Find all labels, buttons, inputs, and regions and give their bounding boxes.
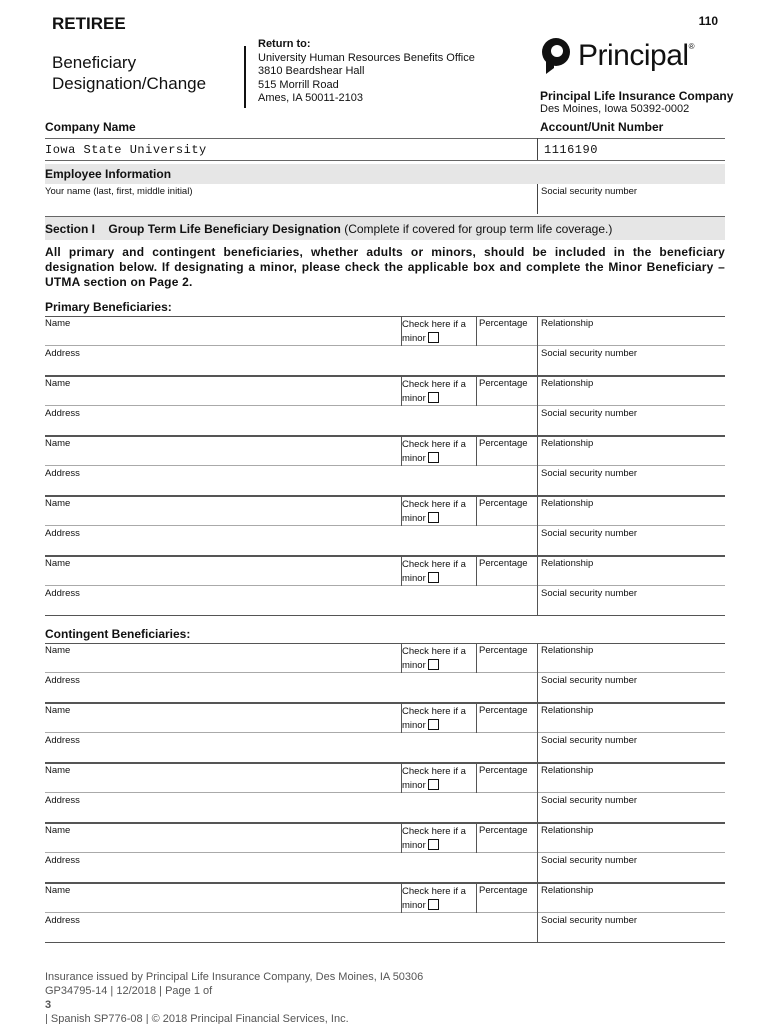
employee-divider bbox=[537, 184, 538, 214]
minor-check bbox=[402, 498, 474, 526]
block-mid-rule bbox=[45, 912, 725, 913]
name-label: Name bbox=[45, 645, 71, 656]
minor-label-2: minor bbox=[402, 333, 426, 344]
employee-name-field[interactable] bbox=[45, 196, 535, 214]
block-top-rule bbox=[45, 883, 725, 884]
company-name-label: Company Name bbox=[45, 120, 136, 134]
block-divider bbox=[537, 763, 538, 823]
percentage-label: Percentage bbox=[479, 438, 528, 449]
section1-top-rule bbox=[45, 216, 725, 217]
block-divider bbox=[537, 643, 538, 703]
principal-logo bbox=[538, 36, 694, 76]
ssn-label: Social security number bbox=[541, 528, 638, 539]
return-to-line2: 3810 Beardshear Hall bbox=[258, 65, 365, 77]
block-divider bbox=[537, 376, 538, 436]
employee-name-label: Your name (last, first, middle initial) bbox=[45, 186, 193, 197]
minor-check bbox=[402, 885, 474, 913]
ssn-label: Social security number bbox=[541, 468, 638, 479]
primary-beneficiary-3 bbox=[45, 436, 725, 496]
block-top-rule bbox=[45, 763, 725, 764]
relationship-label: Relationship bbox=[541, 765, 594, 776]
percentage-label: Percentage bbox=[479, 885, 528, 896]
footer-line1: Insurance issued by Principal Life Insurance Company, Des Moines, IA 50306 bbox=[45, 971, 424, 983]
minor-label-2: minor bbox=[402, 453, 426, 464]
minor-check bbox=[402, 378, 474, 406]
employee-ssn-field[interactable] bbox=[541, 196, 725, 214]
form-number: 110 bbox=[698, 14, 718, 28]
ssn-label: Social security number bbox=[541, 408, 638, 419]
block-mid-rule bbox=[45, 345, 725, 346]
ssn-label: Social security number bbox=[541, 588, 638, 599]
minor-check bbox=[402, 558, 474, 586]
minor-label-1: Check here if a bbox=[402, 706, 466, 717]
name-label: Name bbox=[45, 498, 71, 509]
block-divider bbox=[476, 703, 477, 733]
company-bottom-rule bbox=[45, 160, 725, 161]
percentage-label: Percentage bbox=[479, 825, 528, 836]
minor-checkbox[interactable] bbox=[428, 512, 439, 523]
address-label: Address bbox=[45, 408, 80, 419]
form-type-label: RETIREE bbox=[52, 14, 126, 33]
name-label: Name bbox=[45, 765, 71, 776]
minor-checkbox[interactable] bbox=[428, 572, 439, 583]
minor-label-2: minor bbox=[402, 393, 426, 404]
form-title-line2: Designation/Change bbox=[52, 74, 207, 93]
name-label: Name bbox=[45, 885, 71, 896]
block-bottom-rule bbox=[45, 942, 725, 943]
primary-beneficiary-2 bbox=[45, 376, 725, 436]
relationship-label: Relationship bbox=[541, 318, 594, 329]
minor-label-1: Check here if a bbox=[402, 646, 466, 657]
address-label: Address bbox=[45, 795, 80, 806]
block-divider bbox=[537, 556, 538, 616]
block-divider bbox=[537, 316, 538, 376]
block-divider bbox=[476, 376, 477, 406]
section1-heading bbox=[45, 222, 612, 236]
principal-logo-text: Principal® bbox=[578, 39, 694, 72]
page-footer bbox=[45, 970, 423, 1024]
address-label: Address bbox=[45, 855, 80, 866]
ssn-label: Social security number bbox=[541, 675, 638, 686]
primary-beneficiary-1 bbox=[45, 316, 725, 376]
minor-checkbox[interactable] bbox=[428, 332, 439, 343]
principal-logo-icon bbox=[538, 36, 574, 76]
block-divider bbox=[476, 643, 477, 673]
return-to-line3: 515 Morrill Road bbox=[258, 78, 339, 91]
block-top-rule bbox=[45, 316, 725, 317]
block-mid-rule bbox=[45, 672, 725, 673]
contingent-beneficiaries-heading: Contingent Beneficiaries: bbox=[45, 627, 191, 641]
employee-info-heading: Employee Information bbox=[45, 167, 172, 181]
relationship-label: Relationship bbox=[541, 438, 594, 449]
block-mid-rule bbox=[45, 525, 725, 526]
minor-check bbox=[402, 318, 474, 346]
block-mid-rule bbox=[45, 405, 725, 406]
block-divider bbox=[476, 556, 477, 586]
block-mid-rule bbox=[45, 465, 725, 466]
footer-line2: GP34795-14 | 12/2018 | Page 1 of 3 | Spanish SP776-08 | © 2018 Principal Financial Services, Inc. bbox=[45, 985, 349, 1024]
contingent-beneficiary-3 bbox=[45, 763, 725, 823]
minor-label-2: minor bbox=[402, 900, 426, 911]
block-mid-rule bbox=[45, 852, 725, 853]
minor-label-1: Check here if a bbox=[402, 439, 466, 450]
percentage-label: Percentage bbox=[479, 705, 528, 716]
block-top-rule bbox=[45, 556, 725, 557]
percentage-label: Percentage bbox=[479, 318, 528, 329]
block-divider bbox=[537, 703, 538, 763]
minor-check bbox=[402, 705, 474, 733]
relationship-label: Relationship bbox=[541, 378, 594, 389]
percentage-label: Percentage bbox=[479, 378, 528, 389]
block-top-rule bbox=[45, 376, 725, 377]
name-label: Name bbox=[45, 318, 71, 329]
primary-beneficiary-5 bbox=[45, 556, 725, 616]
block-mid-rule bbox=[45, 792, 725, 793]
block-divider bbox=[476, 436, 477, 466]
percentage-label: Percentage bbox=[479, 645, 528, 656]
minor-label-2: minor bbox=[402, 573, 426, 584]
minor-checkbox[interactable] bbox=[428, 452, 439, 463]
title-divider bbox=[244, 46, 246, 108]
ssn-label: Social security number bbox=[541, 735, 638, 746]
block-divider bbox=[537, 436, 538, 496]
minor-checkbox[interactable] bbox=[428, 839, 439, 850]
return-to-line1: University Human Resources Benefits Office bbox=[258, 51, 475, 64]
minor-check bbox=[402, 825, 474, 853]
company-name-field[interactable]: Iowa State University bbox=[45, 143, 207, 157]
minor-check bbox=[402, 438, 474, 466]
percentage-label: Percentage bbox=[479, 498, 528, 509]
relationship-label: Relationship bbox=[541, 705, 594, 716]
block-divider bbox=[476, 316, 477, 346]
relationship-label: Relationship bbox=[541, 825, 594, 836]
relationship-label: Relationship bbox=[541, 645, 594, 656]
block-top-rule bbox=[45, 436, 725, 437]
minor-checkbox[interactable] bbox=[428, 659, 439, 670]
relationship-label: Relationship bbox=[541, 498, 594, 509]
address-label: Address bbox=[45, 468, 80, 479]
contingent-beneficiary-5 bbox=[45, 883, 725, 943]
minor-label-1: Check here if a bbox=[402, 559, 466, 570]
block-divider bbox=[476, 496, 477, 526]
section1-note: (Complete if covered for group term life coverage.) bbox=[344, 222, 613, 236]
company-divider bbox=[537, 138, 538, 160]
block-mid-rule bbox=[45, 732, 725, 733]
address-label: Address bbox=[45, 348, 80, 359]
block-divider bbox=[537, 883, 538, 943]
section1-title: Group Term Life Beneficiary Designation bbox=[108, 222, 341, 236]
block-divider bbox=[537, 496, 538, 556]
block-divider bbox=[476, 763, 477, 793]
section1-instructions: All primary and contingent beneficiaries, whether adults or minors, should be included in the beneficiary designation below. If designating a minor, please check the applicable box and complete the Minor Beneficiary –UTMA section on Page 2. bbox=[45, 245, 725, 289]
minor-label-2: minor bbox=[402, 660, 426, 671]
block-divider bbox=[537, 823, 538, 883]
return-to-label: Return to: bbox=[258, 38, 311, 50]
minor-check bbox=[402, 765, 474, 793]
percentage-label: Percentage bbox=[479, 765, 528, 776]
block-top-rule bbox=[45, 496, 725, 497]
minor-checkbox[interactable] bbox=[428, 719, 439, 730]
ssn-label: Social security number bbox=[541, 795, 638, 806]
minor-label-1: Check here if a bbox=[402, 319, 466, 330]
form-title bbox=[52, 52, 232, 94]
minor-label-1: Check here if a bbox=[402, 379, 466, 390]
ssn-label: Social security number bbox=[541, 855, 638, 866]
minor-label-2: minor bbox=[402, 840, 426, 851]
company-top-rule bbox=[45, 138, 725, 139]
minor-checkbox[interactable] bbox=[428, 779, 439, 790]
name-label: Name bbox=[45, 558, 71, 569]
minor-label-2: minor bbox=[402, 720, 426, 731]
ssn-label: Social security number bbox=[541, 915, 638, 926]
ssn-label: Social security number bbox=[541, 348, 638, 359]
contingent-beneficiary-2 bbox=[45, 703, 725, 763]
relationship-label: Relationship bbox=[541, 558, 594, 569]
block-top-rule bbox=[45, 823, 725, 824]
block-divider bbox=[476, 883, 477, 913]
minor-label-1: Check here if a bbox=[402, 766, 466, 777]
form-title-line1: Beneficiary bbox=[52, 53, 137, 72]
account-number-label: Account/Unit Number bbox=[540, 120, 664, 134]
account-number-field[interactable]: 1116190 bbox=[544, 143, 598, 157]
minor-label-1: Check here if a bbox=[402, 499, 466, 510]
minor-checkbox[interactable] bbox=[428, 392, 439, 403]
block-mid-rule bbox=[45, 585, 725, 586]
minor-label-1: Check here if a bbox=[402, 886, 466, 897]
address-label: Address bbox=[45, 528, 80, 539]
primary-beneficiaries-heading: Primary Beneficiaries: bbox=[45, 300, 172, 314]
address-label: Address bbox=[45, 588, 80, 599]
percentage-label: Percentage bbox=[479, 558, 528, 569]
relationship-label: Relationship bbox=[541, 885, 594, 896]
insurer-city: Des Moines, Iowa 50392-0002 bbox=[540, 103, 690, 115]
name-label: Name bbox=[45, 705, 71, 716]
minor-label-2: minor bbox=[402, 780, 426, 791]
name-label: Name bbox=[45, 438, 71, 449]
block-top-rule bbox=[45, 643, 725, 644]
minor-check bbox=[402, 645, 474, 673]
block-bottom-rule bbox=[45, 615, 725, 616]
footer-total-pages: 3 bbox=[45, 999, 52, 1011]
return-address bbox=[258, 38, 475, 106]
section1-number: Section I bbox=[45, 222, 96, 236]
minor-label-2: minor bbox=[402, 513, 426, 524]
return-to-line4: Ames, IA 50011-2103 bbox=[258, 92, 363, 104]
minor-label-1: Check here if a bbox=[402, 826, 466, 837]
insurer-name: Principal Life Insurance Company bbox=[540, 89, 734, 103]
block-divider bbox=[476, 823, 477, 853]
contingent-beneficiary-4 bbox=[45, 823, 725, 883]
block-top-rule bbox=[45, 703, 725, 704]
address-label: Address bbox=[45, 675, 80, 686]
contingent-beneficiary-1 bbox=[45, 643, 725, 703]
address-label: Address bbox=[45, 915, 80, 926]
employee-ssn-label: Social security number bbox=[541, 186, 638, 197]
minor-checkbox[interactable] bbox=[428, 899, 439, 910]
name-label: Name bbox=[45, 825, 71, 836]
primary-beneficiary-4 bbox=[45, 496, 725, 556]
name-label: Name bbox=[45, 378, 71, 389]
address-label: Address bbox=[45, 735, 80, 746]
